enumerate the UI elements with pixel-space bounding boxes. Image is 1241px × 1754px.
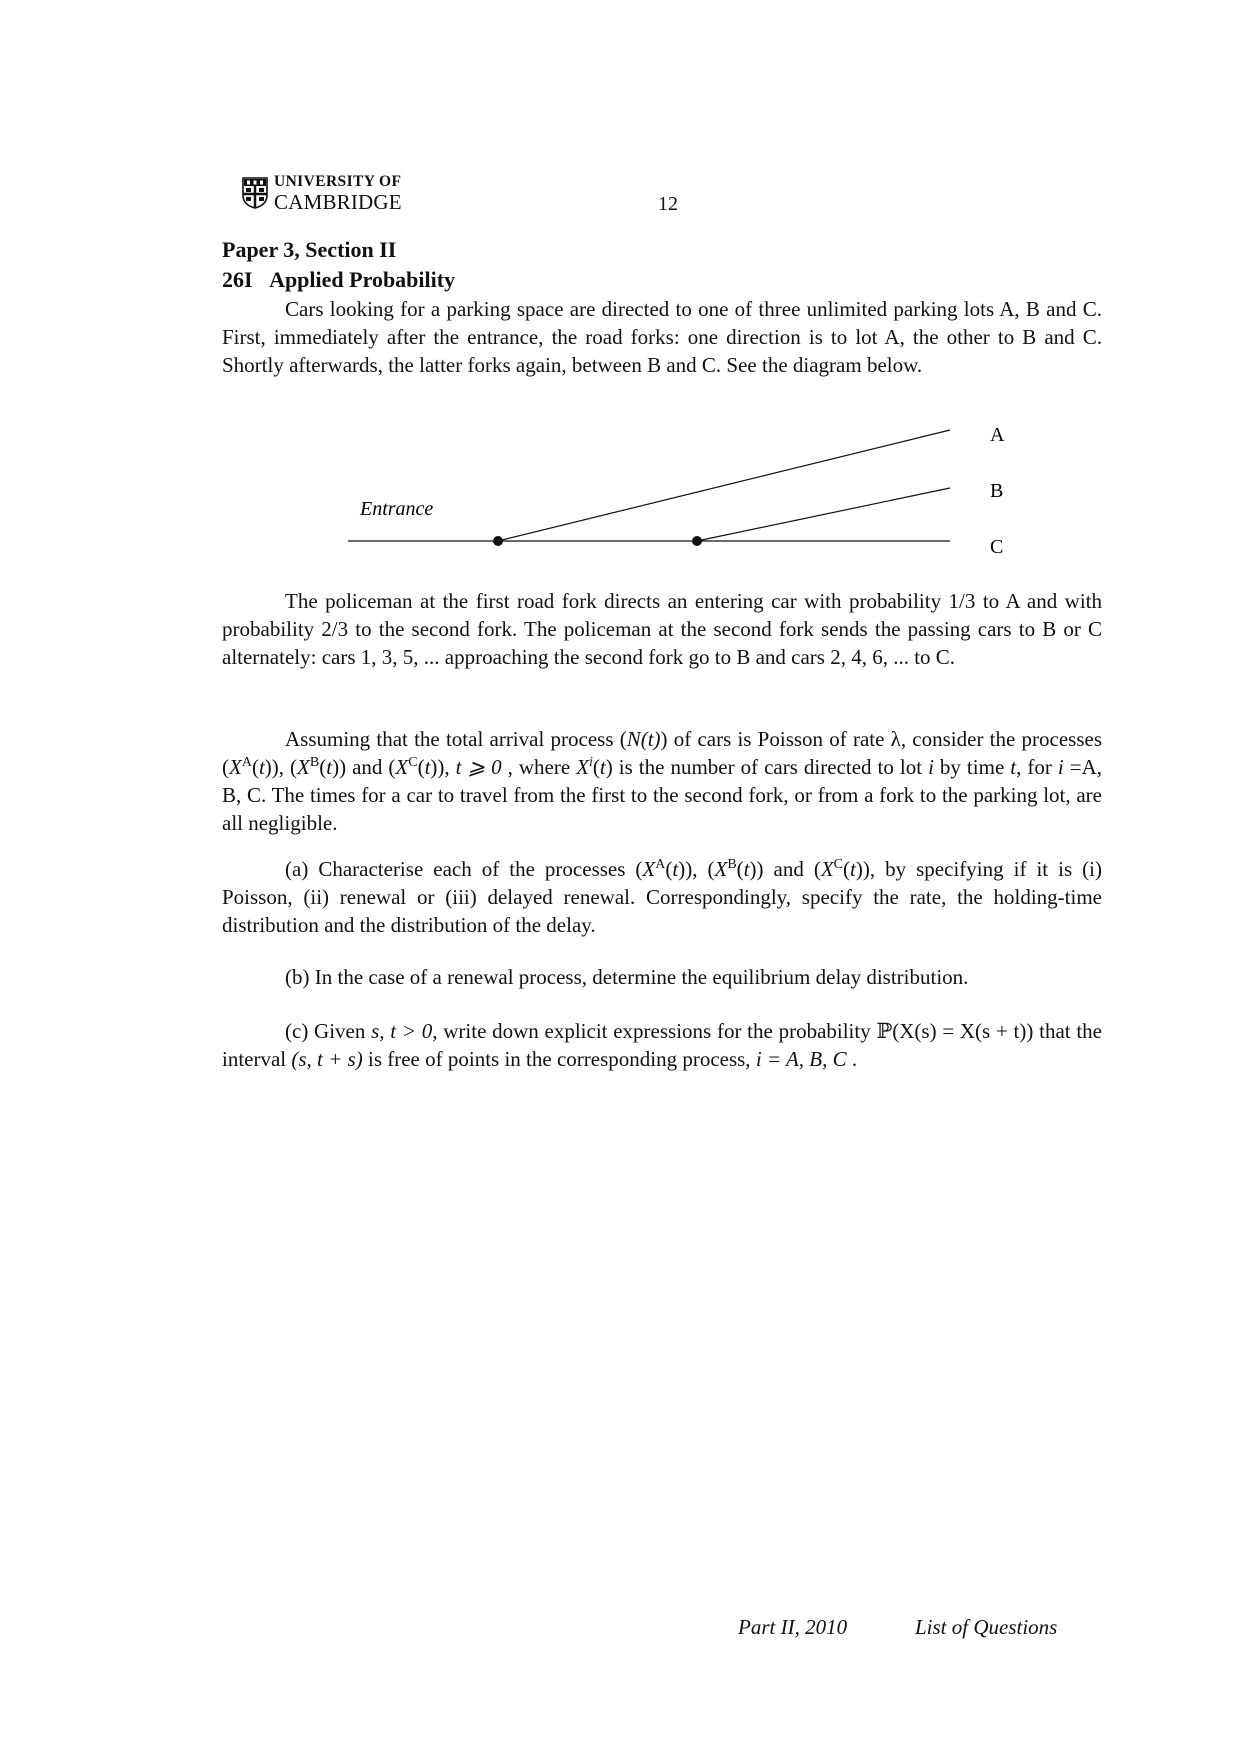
page-number: 12 bbox=[658, 193, 678, 215]
first-fork-point bbox=[493, 536, 503, 546]
intro-paragraph: Cars looking for a parking space are directed to one of three unlimited parking lots A, B and C. First, immediately after the entrance, the road forks: one direction is to lot A, the other to B and C. Shortly afterwards, the latter forks again, between B and C. See the diagram below. bbox=[222, 297, 1102, 377]
question-heading bbox=[222, 266, 1102, 294]
road-to-b bbox=[697, 488, 950, 541]
assumption-paragraph: Assuming that the total arrival process (N(t)) of cars is Poisson of rate λ, consider the processes $(X^A(t))$, $(X^B(t))$ and $(X^C(t))$, t ⩾ 0 , where $X^i(t)$ is the number of cars directed to lot i by time t, for i =A, B, C. The times for a car to travel from the first to the second fork, or from a fork to the parking lot, are all negligible. bbox=[222, 727, 1103, 835]
entrance-label: Entrance bbox=[360, 498, 434, 520]
part-a-paragraph: (a) Characterise each of the processes $(X^A(t))$, $(X^B(t))$ and $(X^C(t))$, by specifying if it is (i) Poisson, (ii) renewal or (iii) delayed renewal. Correspondingly, specify the rate, the holding-time distribution and the distribution of the delay. bbox=[222, 857, 1102, 937]
university-logo bbox=[242, 174, 402, 213]
policeman-paragraph: The policeman at the first road fork directs an entering car with probability 1/3 to A and with probability 2/3 to the second fork. The policeman at the second fork sends the passing cars to B or C alternately: cars 1, 3, 5, ... approaching the second fork go to B and cars 2, 4, 6, ... to C. bbox=[222, 589, 1102, 669]
lot-c-label: C bbox=[990, 536, 1004, 558]
footer-list-of-questions: List of Questions bbox=[915, 1615, 1058, 1639]
lot-b-label: B bbox=[990, 480, 1004, 502]
part-b-paragraph: (b) In the case of a renewal process, determine the equilibrium delay distribution. bbox=[285, 965, 969, 989]
paper-section-heading: Paper 3, Section II bbox=[222, 237, 397, 262]
part-c-paragraph: (c) Given s, t > 0, write down explicit expressions for the probability ℙ(X(s) = X(s + t)) that the interval (s, t + s) is free of points in the corresponding process, i = A, B, C . bbox=[222, 1019, 1102, 1071]
second-fork-point bbox=[692, 536, 702, 546]
road-to-a bbox=[498, 430, 950, 541]
question-title: Applied Probability bbox=[269, 267, 456, 292]
university-line1: UNIVERSITY OF bbox=[274, 173, 402, 190]
lot-a-label: A bbox=[990, 424, 1005, 446]
university-line2: CAMBRIDGE bbox=[274, 189, 402, 214]
footer-part: Part II, 2010 bbox=[738, 1615, 848, 1639]
road-fork-diagram bbox=[340, 410, 1020, 560]
question-number: 26I bbox=[222, 267, 253, 292]
cambridge-crest-icon bbox=[242, 177, 268, 209]
